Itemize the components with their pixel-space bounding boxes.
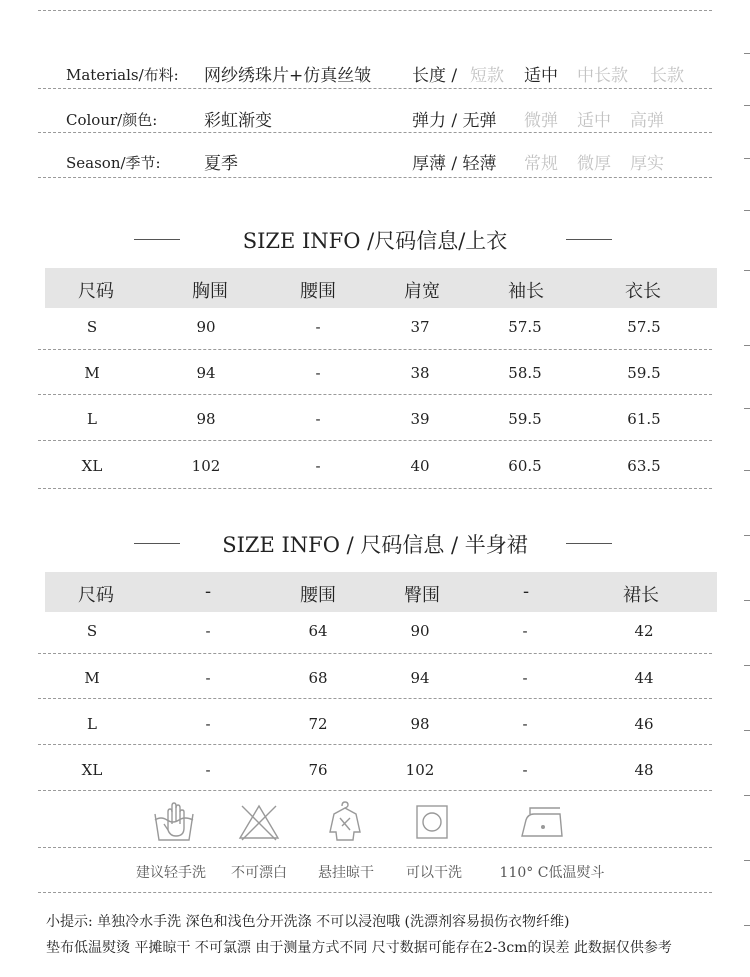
table-cell: 46	[634, 715, 654, 733]
column-header: -	[204, 581, 212, 602]
table-cell: L	[87, 715, 97, 733]
option-mid-long: 中长款	[577, 66, 628, 86]
care-label: 不可漂白	[231, 865, 287, 881]
table-cell: 98	[196, 410, 216, 428]
table-cell: 90	[196, 318, 216, 336]
table-cell: -	[205, 622, 211, 640]
option-long: 长款	[650, 66, 684, 86]
table-cell: 102	[191, 457, 221, 475]
row-divider	[38, 790, 712, 791]
table-cell: -	[522, 669, 528, 687]
table-cell: 60.5	[508, 457, 542, 475]
table-cell: -	[205, 761, 211, 779]
hand-wash-icon	[151, 800, 197, 844]
attribute-key: 长度 /	[412, 66, 458, 86]
care-label: 110° C低温熨斗	[499, 865, 605, 881]
option-moderate: 适中	[577, 111, 611, 131]
table-cell: XL	[81, 457, 103, 475]
table-header	[45, 572, 717, 612]
table-cell: 37	[410, 318, 430, 336]
option-medium: 适中	[524, 66, 558, 86]
table-cell: 61.5	[627, 410, 661, 428]
column-header: 尺码	[78, 281, 114, 302]
table-cell: 59.5	[627, 364, 661, 382]
care-divider	[38, 847, 712, 848]
table-row	[45, 747, 717, 793]
column-header: 裙长	[623, 585, 659, 606]
table-cell: S	[86, 318, 98, 336]
top-divider	[38, 10, 712, 11]
table-row	[45, 304, 717, 350]
table-cell: -	[315, 410, 321, 428]
column-header: 肩宽	[404, 281, 440, 302]
column-header: -	[522, 581, 530, 602]
option-regular: 常规	[524, 154, 558, 174]
table-cell: M	[84, 669, 100, 687]
table-cell: XL	[81, 761, 103, 779]
table-cell: -	[522, 761, 528, 779]
low-iron-icon	[520, 800, 566, 844]
option-slight: 微弹	[524, 111, 558, 131]
table-cell: 44	[634, 669, 654, 687]
column-header: 腰围	[300, 585, 336, 606]
care-divider	[38, 892, 712, 893]
attribute-row-colour	[66, 103, 710, 133]
table-cell: 64	[308, 622, 328, 640]
table-cell: M	[84, 364, 100, 382]
care-label: 悬挂晾干	[318, 865, 374, 881]
column-header: 衣长	[625, 281, 661, 302]
section-title: SIZE INFO / 尺码信息 / 半身裙	[222, 533, 528, 557]
table-row	[45, 443, 717, 489]
table-row	[45, 701, 717, 747]
row-divider	[38, 488, 712, 489]
table-row	[45, 655, 717, 701]
column-header: 尺码	[78, 585, 114, 606]
row-divider	[38, 653, 712, 654]
attribute-value: 夏季	[204, 154, 238, 174]
option-thick: 厚实	[630, 154, 664, 174]
table-cell: -	[315, 318, 321, 336]
row-divider	[38, 440, 712, 441]
table-row	[45, 608, 717, 654]
option-slightly-thick: 微厚	[577, 154, 611, 174]
title-rule-right	[566, 239, 612, 240]
table-cell: -	[315, 457, 321, 475]
attribute-label: Colour/颜色:	[66, 111, 158, 129]
table-cell: -	[205, 669, 211, 687]
column-header: 腰围	[300, 281, 336, 302]
table-cell: -	[205, 715, 211, 733]
table-cell: 94	[196, 364, 216, 382]
table-cell: 76	[308, 761, 328, 779]
attribute-label: Season/季节:	[66, 154, 161, 172]
option-high: 高弹	[630, 111, 664, 131]
table-cell: 94	[410, 669, 430, 687]
table-cell: S	[86, 622, 98, 640]
dry-clean-icon	[409, 800, 455, 844]
care-label: 建议轻手洗	[136, 865, 206, 881]
row-divider	[38, 394, 712, 395]
attribute-value: 彩虹渐变	[204, 111, 272, 131]
table-cell: 102	[405, 761, 435, 779]
row-divider	[38, 698, 712, 699]
table-cell: 72	[308, 715, 328, 733]
table-cell: 57.5	[508, 318, 542, 336]
care-label: 可以干洗	[406, 865, 462, 881]
hang-dry-icon	[322, 800, 368, 844]
attribute-row-season	[66, 146, 710, 176]
attribute-label: Materials/布料:	[66, 66, 179, 84]
attribute-value: 网纱绣珠片+仿真丝皱	[204, 66, 372, 86]
table-cell: L	[87, 410, 97, 428]
no-bleach-icon	[236, 800, 282, 844]
table-row	[45, 396, 717, 442]
column-header: 胸围	[192, 281, 228, 302]
table-header	[45, 268, 717, 308]
table-cell: -	[522, 622, 528, 640]
table-cell: 39	[410, 410, 430, 428]
attribute-key: 厚薄 / 轻薄	[412, 154, 497, 174]
attribute-key: 弹力 / 无弹	[412, 111, 497, 131]
row-divider	[38, 744, 712, 745]
table-cell: -	[315, 364, 321, 382]
section-title: SIZE INFO /尺码信息/上衣	[242, 229, 508, 253]
attribute-row-material	[66, 58, 710, 88]
table-cell: -	[522, 715, 528, 733]
table-cell: 58.5	[508, 364, 542, 382]
title-rule-right	[566, 543, 612, 544]
table-cell: 40	[410, 457, 430, 475]
table-cell: 90	[410, 622, 430, 640]
table-cell: 42	[634, 622, 654, 640]
attribute-divider	[38, 88, 712, 89]
table-cell: 48	[634, 761, 654, 779]
table-cell: 59.5	[508, 410, 542, 428]
table-cell: 38	[410, 364, 430, 382]
column-header: 袖长	[508, 281, 544, 302]
table-cell: 68	[308, 669, 328, 687]
table-cell: 57.5	[627, 318, 661, 336]
column-header: 臀围	[404, 585, 440, 606]
table-cell: 98	[410, 715, 430, 733]
attribute-divider	[38, 177, 712, 178]
care-tip: 垫布低温熨烫 平摊晾干 不可氯漂 由于测量方式不同 尺寸数据可能存在2-3cm的误差 此数据仅供参考	[46, 940, 672, 956]
option-short: 短款	[470, 66, 504, 86]
attribute-divider	[38, 132, 712, 133]
care-tip: 小提示: 单独冷水手洗 深色和浅色分开洗涤 不可以浸泡哦 (洗漂剂容易损伤衣物纤维)	[46, 914, 570, 930]
table-cell: 63.5	[627, 457, 661, 475]
table-row	[45, 350, 717, 396]
